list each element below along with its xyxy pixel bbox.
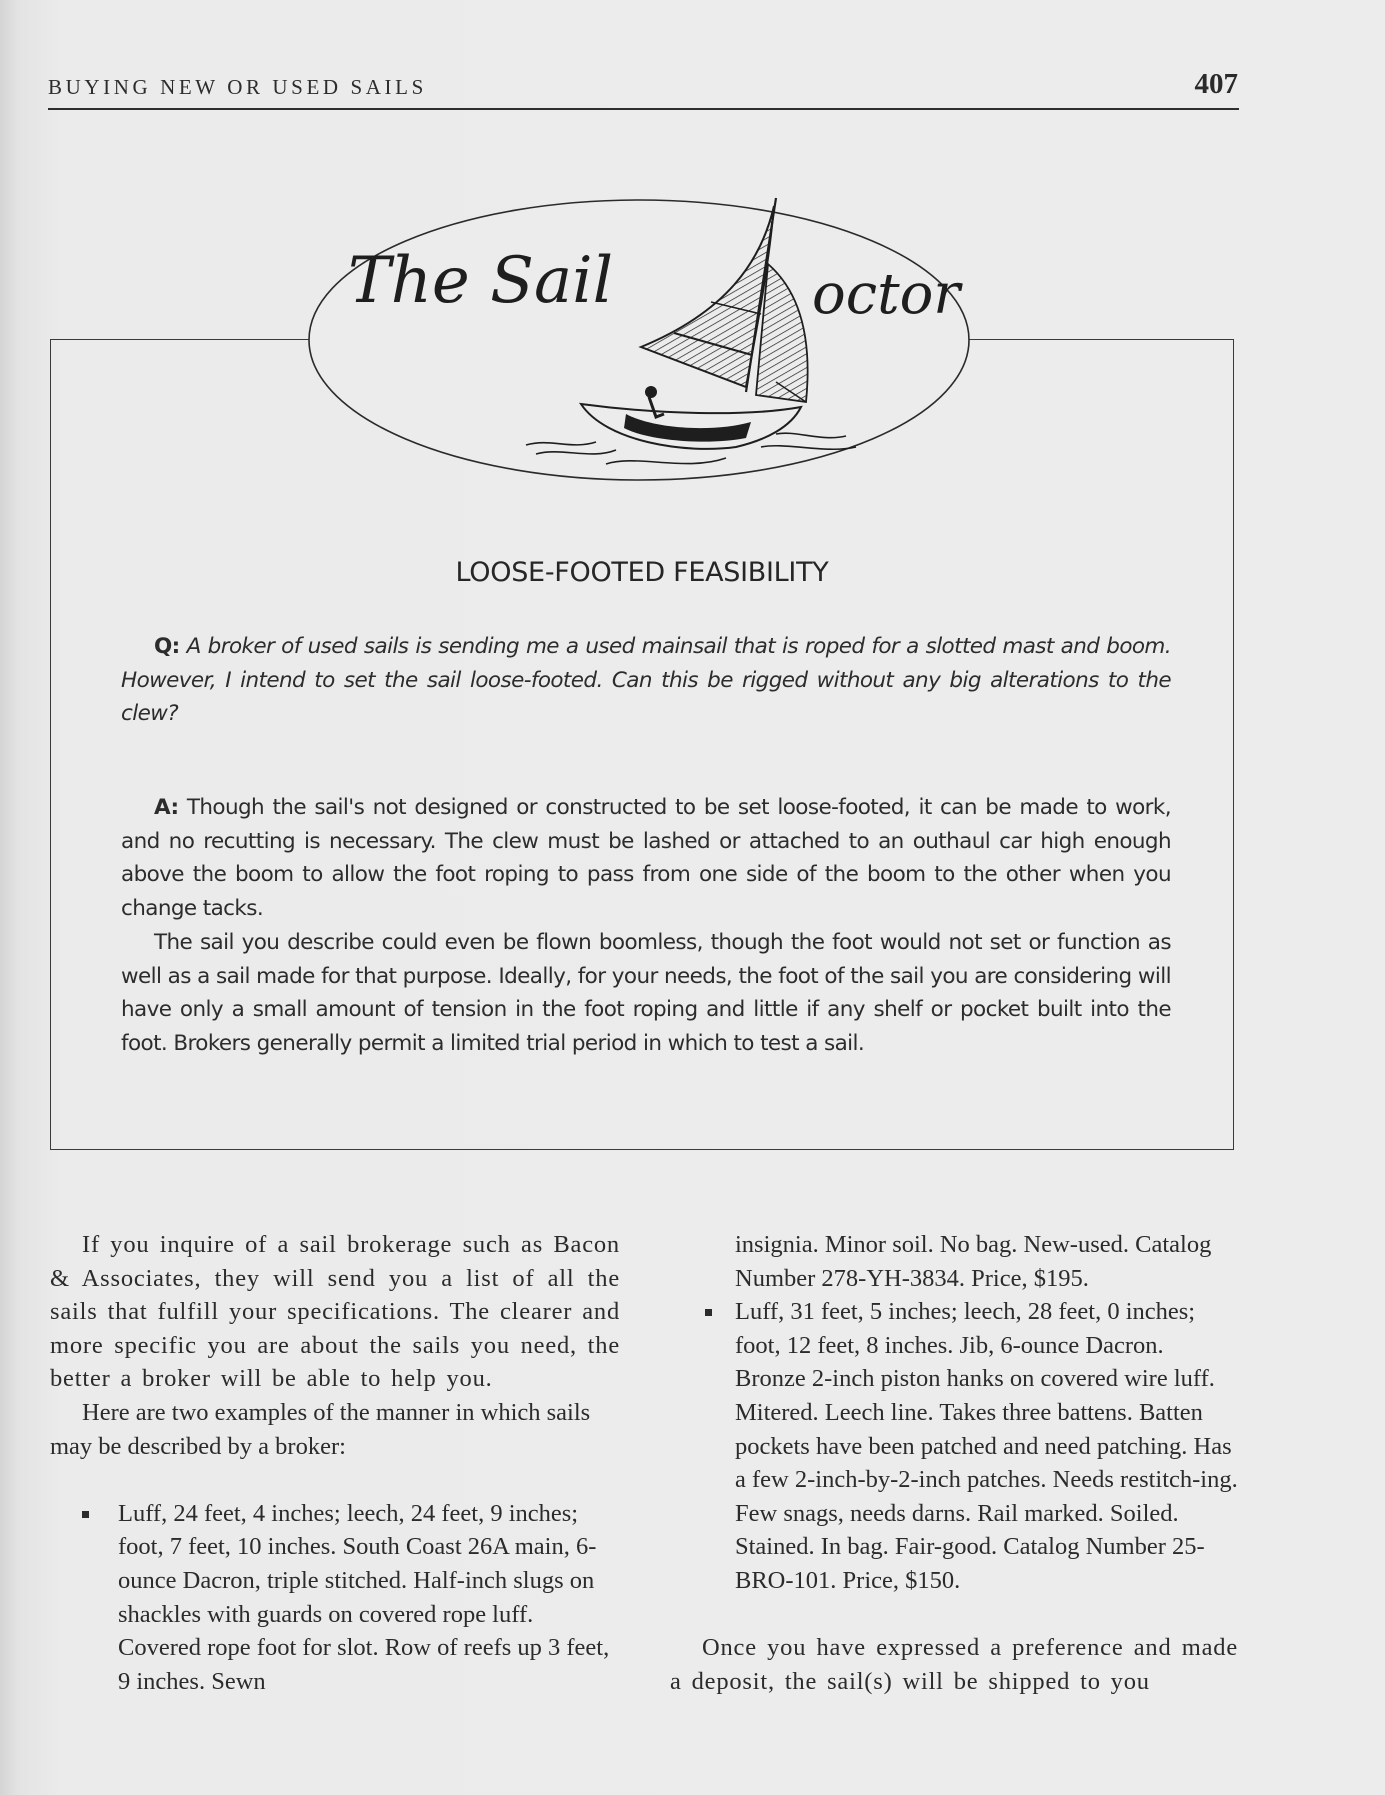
body-paragraph: If you inquire of a sail brokerage such as Bacon & Associates, they will send you a list of all the sails that fulfill your specifications. The clearer and more specific you are about the sails you need, the better a broker will be able to help you. bbox=[50, 1231, 620, 1393]
sailboat-illustration-icon bbox=[306, 192, 972, 484]
body-left-column bbox=[50, 1228, 620, 1698]
question-paragraph bbox=[121, 630, 1171, 731]
page-number: 407 bbox=[1194, 68, 1238, 100]
sail-listing-item-continued bbox=[670, 1228, 1238, 1295]
answer-label: A: bbox=[154, 795, 179, 820]
answer-paragraph-2: The sail you describe could even be flown boomless, though the foot would not set or function as well as a sail made for that purpose. Ideally, for your needs, the foot of the sail you are considering will have only a small amount of tension in the foot roping and little if any shelf or pocket built into the foot. Brokers generally permit a limited trial period in which to test a sail. bbox=[121, 929, 1171, 1056]
sail-listing-list bbox=[50, 1497, 620, 1699]
sidebar-title: LOOSE-FOOTED FEASIBILITY bbox=[455, 557, 829, 588]
logo-text-octor: octor bbox=[812, 262, 961, 327]
sail-listing-item bbox=[670, 1295, 1238, 1597]
body-paragraph: Here are two examples of the manner in which sails may be described by a broker: bbox=[50, 1398, 591, 1460]
running-header bbox=[48, 70, 1238, 110]
logo-text-the-sail: The Sail bbox=[348, 244, 614, 318]
answer-block bbox=[121, 791, 1171, 1061]
sail-listing-text: Luff, 31 feet, 5 inches; leech, 28 feet, 0 inches; foot, 12 feet, 8 inches. Jib, 6-ounce Dacron. Bronze 2-inch piston hanks on covered wire luff. Mitered. Leech line. Takes three battens. Batten pockets have been patched and need patching. Has a few 2-inch-by-2-inch patches. Needs restitch-ing. Few snags, needs darns. Rail marked. Soiled. Stained. In bag. Fair-good. Catalog Number 25-BRO-101. Price, $150. bbox=[735, 1298, 1238, 1594]
sail-listing-item bbox=[50, 1497, 620, 1699]
question-block bbox=[121, 630, 1171, 731]
sail-listing-text: Luff, 24 feet, 4 inches; leech, 24 feet, 9 inches; foot, 7 feet, 10 inches. South Coast 26A main, 6-ounce Dacron, triple stitched. Half-inch slugs on shackles with guards on covered rope luff. Covered rope foot for slot. Row of reefs up 3 feet, 9 inches. Sewn bbox=[118, 1499, 610, 1695]
sail-doctor-logo bbox=[306, 192, 972, 484]
answer-text-1: Though the sail's not designed or constructed to be set loose-footed, it can be made to work, and no recutting is necessary. The clew must be lashed or attached to an outhaul car high enough above the boom to allow the foot roping to pass from one side of the boom to the other when you change tacks. bbox=[121, 795, 1172, 922]
question-label: Q: bbox=[154, 634, 180, 659]
body-right-column bbox=[670, 1228, 1238, 1698]
question-text: A broker of used sails is sending me a used mainsail that is roped for a slotted mast and boom. However, I intend to set the sail loose-footed. Can this be rigged without any big alterations to the clew? bbox=[121, 634, 1171, 727]
sail-listing-text: insignia. Minor soil. No bag. New-used. Catalog Number 278-YH-3834. Price, $195. bbox=[735, 1231, 1212, 1292]
body-paragraph: Once you have expressed a preference and made a deposit, the sail(s) will be shipped to you bbox=[670, 1634, 1238, 1695]
header-rule bbox=[48, 108, 1239, 110]
bullet-square-icon bbox=[82, 1511, 89, 1518]
answer-paragraph-1 bbox=[121, 791, 1171, 926]
sail-listing-list bbox=[670, 1228, 1238, 1598]
running-title: BUYING NEW OR USED SAILS bbox=[48, 75, 427, 99]
bullet-square-icon bbox=[705, 1309, 712, 1316]
